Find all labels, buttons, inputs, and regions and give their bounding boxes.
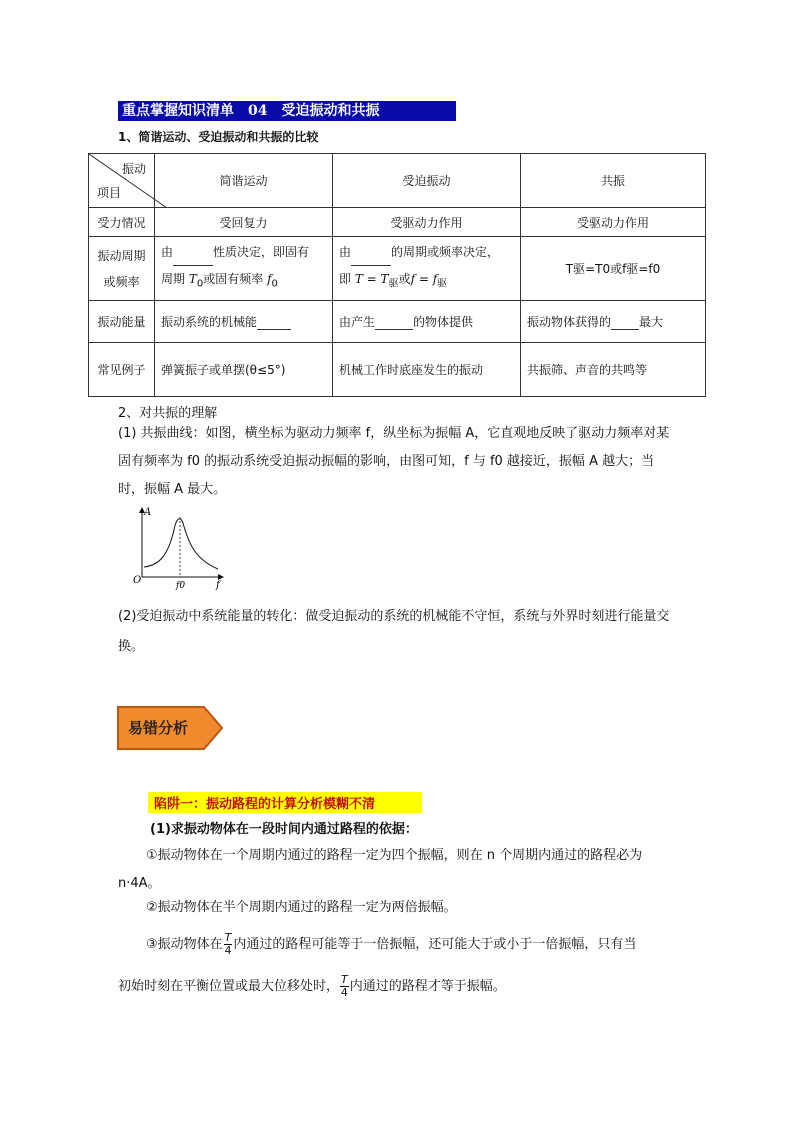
heading-part3: 受迫振动和共振: [281, 103, 380, 119]
table-cell: [333, 301, 521, 343]
tag-label: 易错分析: [128, 719, 189, 737]
trap-title: 陷阱一：振动路程的计算分析模糊不清: [148, 792, 422, 813]
table-cell: 由 性质决定，即固有 周期 $T_0$或固有频率 $f_0$: [155, 237, 333, 301]
table-row: [89, 301, 706, 343]
cell-text: 最大: [639, 315, 664, 329]
cell-text: 由产生: [339, 315, 376, 329]
table-cell: 弹簧振子或单摆(θ≤5°): [155, 343, 333, 397]
heading-part2: 04: [248, 103, 268, 119]
table-cell: [155, 301, 333, 343]
fill-blank: [351, 239, 391, 266]
cell-text: 或固有频率: [203, 272, 264, 287]
item-3-line2: [118, 972, 678, 1002]
cell-text: 由: [161, 245, 174, 260]
cell-text: 振动系统的机械能: [161, 315, 258, 329]
fill-blank: [257, 315, 291, 330]
peak-label: f0: [176, 581, 186, 590]
header-cell: 简谐运动: [155, 154, 333, 208]
cell-text: 或: [398, 272, 411, 287]
corner-top: 振动: [121, 162, 146, 176]
section1-title: 1、简谐运动、受迫振动和共振的比较: [118, 130, 319, 144]
resonance-curve: [130, 505, 230, 590]
cell-text: 由: [339, 245, 352, 260]
cell-text: 的物体提供: [413, 315, 474, 329]
fill-blank: [611, 315, 639, 330]
fraction-denominator: 4: [224, 944, 232, 957]
cell-text: 的周期或频率决定，: [391, 245, 500, 260]
energy-paragraph: (2)受迫振动中系统能量的转化：做受迫振动的系统的机械能不守恒，系统与外界时刻进行能量交换。: [118, 609, 670, 654]
table-row: [89, 237, 706, 301]
row-label-line1: 振动周期: [97, 248, 146, 263]
comparison-table: [88, 153, 706, 397]
fraction-denominator: 4: [340, 986, 348, 999]
section2-title: 2、对共振的理解: [118, 406, 218, 421]
item-3-text: 内通过的路程可能等于一倍振幅，还可能大于或小于一倍振幅，只有当: [233, 937, 637, 952]
row-label: [89, 237, 155, 301]
row-label: 振动能量: [89, 301, 155, 343]
table-cell: 受回复力: [155, 208, 333, 237]
item-2: ②振动物体在半个周期内通过的路程一定为两倍振幅。: [146, 900, 457, 915]
fill-blank: [375, 315, 413, 330]
table-cell: 机械工作时底座发生的振动: [333, 343, 521, 397]
row-label: 常见例子: [89, 343, 155, 397]
header-cell: 共振: [521, 154, 706, 208]
cell-text: 周期: [161, 272, 186, 287]
quarter-period-fraction: [340, 974, 349, 999]
cell-text: 振动物体获得的: [527, 315, 612, 329]
table-cell: 共振筛、声音的共鸣等: [521, 343, 706, 397]
table-row: [89, 343, 706, 397]
fill-blank: [173, 239, 213, 266]
quarter-period-fraction: [224, 932, 233, 957]
section-heading: [118, 101, 456, 121]
corner-bottom: 项目: [97, 186, 122, 200]
fraction-numerator: T: [224, 931, 232, 944]
item-1: ①振动物体在一个周期内通过的路程一定为四个振幅，则在 n 个周期内通过的路程必为 n·4A。: [118, 848, 643, 891]
heading-part1: 重点掌握知识清单: [122, 103, 234, 119]
resonance-paragraph: (1) 共振曲线：如图，横坐标为驱动力频率 f，纵坐标为振幅 A，它直观地反映了驱动力频率对某固有频率为 f0 的振动系统受迫振动振幅的影响，由图可知，f 与 f0 越接近，振幅 A 越大；当时，振幅 A 最大。: [118, 426, 670, 497]
table-cell: [521, 301, 706, 343]
origin-label: O: [133, 575, 142, 586]
item-3-text: ③振动物体在: [146, 937, 223, 952]
trap-subtitle: (1)求振动物体在一段时间内通过路程的依据：: [150, 822, 418, 837]
x-axis-label: f: [216, 580, 220, 590]
item-3-line1: [146, 930, 686, 960]
table-cell: 受驱动力作用: [333, 208, 521, 237]
error-analysis-tag: [116, 705, 226, 755]
y-axis-label: A: [144, 507, 152, 518]
table-cell: 受驱动力作用: [521, 208, 706, 237]
table-corner-cell: [89, 154, 155, 208]
table-cell: T驱=T0或f驱=f0: [521, 237, 706, 301]
fraction-numerator: T: [341, 973, 348, 986]
item-3-text: 内通过的路程才等于振幅。: [349, 979, 506, 994]
cell-text: 即: [339, 272, 352, 287]
table-cell: 由 的周期或频率决定， 即 $T = T_驱$或$f = f_驱$: [333, 237, 521, 301]
header-cell: 受迫振动: [333, 154, 521, 208]
row-label: 受力情况: [89, 208, 155, 237]
cell-text: 性质决定，即固有: [213, 245, 310, 260]
curve-line: [144, 519, 218, 569]
row-label-line2: 或频率: [103, 274, 140, 289]
item-3-text: 初始时刻在平衡位置或最大位移处时，: [118, 979, 340, 994]
table-row: [89, 208, 706, 237]
